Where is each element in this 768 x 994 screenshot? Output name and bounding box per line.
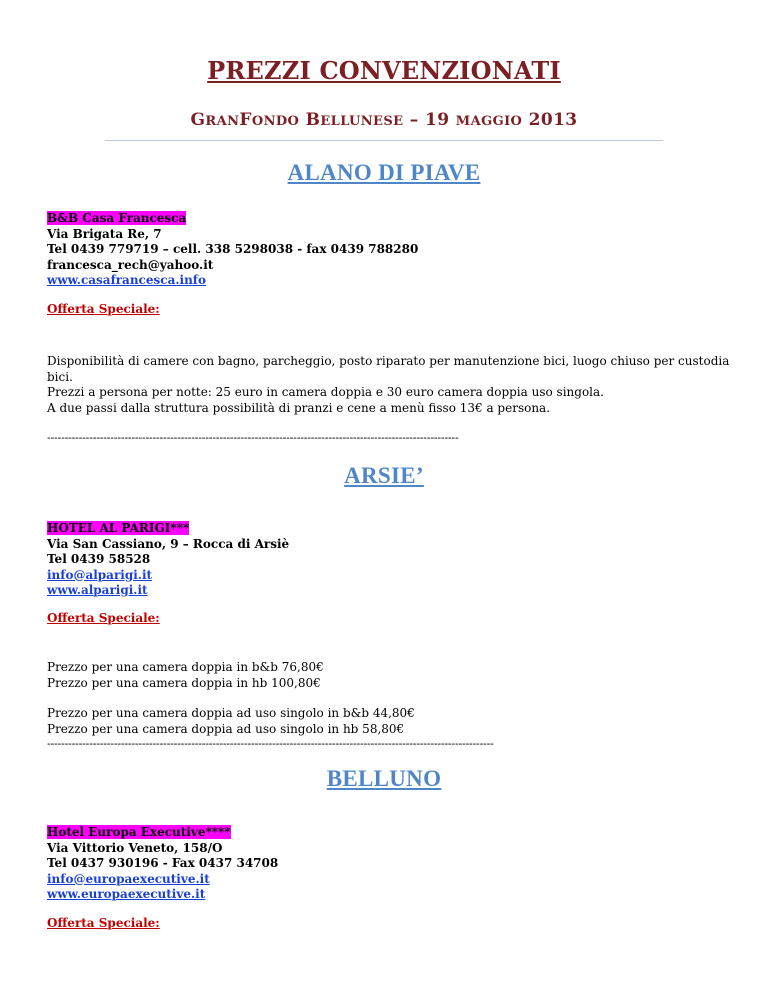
hotel-website-link[interactable]: www.alparigi.it (47, 583, 148, 597)
hotel-address: Via San Cassiano, 9 – Rocca di Arsiè (47, 536, 290, 551)
offer-description (47, 354, 737, 416)
description-line: Prezzi a persona per notte: 25 euro in camera doppia e 30 euro camera doppia uso singola. (47, 385, 604, 399)
hotel-phone: Tel 0437 930196 - Fax 0437 34708 (47, 856, 279, 870)
event-subtitle: GRANFONDO BELLUNESE – 19 MAGGIO 2013 (190, 110, 578, 130)
hotel-phone: Tel 0439 779719 – cell. 338 5298038 - fax 0439 788280 (47, 242, 419, 256)
description-line: Disponibilità di camere con bagno, parcheggio, posto riparato per manutenzione bici, luogo chiuso per custodia bici. (47, 354, 730, 384)
offer-block (47, 916, 737, 932)
hotel-address: Via Vittorio Veneto, 158/O (47, 840, 223, 855)
offer-block (47, 302, 737, 318)
hotel-info (47, 521, 737, 599)
price-line: Prezzo per una camera doppia ad uso singolo in b&b 44,80€ (47, 706, 415, 720)
price-line: Prezzo per una camera doppia ad uso singolo in hb 58,80€ (47, 721, 405, 736)
hotel-email-link[interactable]: info@alparigi.it (47, 567, 153, 582)
hotel-info (47, 825, 737, 903)
price-list (47, 706, 737, 737)
offer-block (47, 611, 737, 627)
hotel-address: Via Brigata Re, 7 (47, 226, 162, 241)
offer-label: Offerta Speciale: (47, 611, 160, 625)
header-divider (105, 140, 663, 141)
hotel-info (47, 211, 737, 289)
price-line: Prezzo per una camera doppia in hb 100,80€ (47, 675, 321, 690)
hotel-website-link[interactable]: www.casafrancesca.info (47, 273, 206, 287)
hotel-name: Hotel Europa Executive**** (47, 825, 231, 839)
city-heading: BELLUNO (326, 766, 442, 791)
page-title: PREZZI CONVENZIONATI (207, 56, 561, 85)
offer-label: Offerta Speciale: (47, 302, 160, 316)
section-separator: ------------------------------------------------------------------------------------------------------------------------------- (47, 737, 494, 750)
hotel-website-link[interactable]: www.europaexecutive.it (47, 887, 206, 901)
price-line: Prezzo per una camera doppia in b&b 76,80€ (47, 660, 324, 674)
hotel-name: B&B Casa Francesca (47, 211, 187, 225)
section-separator: --------------------------------------------------------------------------------------------------------------------- (47, 431, 459, 444)
city-heading: ALANO DI PIAVE (287, 160, 481, 185)
hotel-name: HOTEL AL PARIGI*** (47, 521, 190, 535)
offer-label: Offerta Speciale: (47, 916, 160, 930)
price-list (47, 660, 737, 691)
description-line: A due passi dalla struttura possibilità di pranzi e cene a menù fisso 13€ a persona. (47, 400, 551, 415)
hotel-email-link[interactable]: info@europaexecutive.it (47, 871, 210, 886)
city-heading: ARSIE’ (344, 463, 424, 488)
hotel-phone: Tel 0439 58528 (47, 552, 151, 566)
hotel-email: francesca_rech@yahoo.it (47, 257, 214, 272)
